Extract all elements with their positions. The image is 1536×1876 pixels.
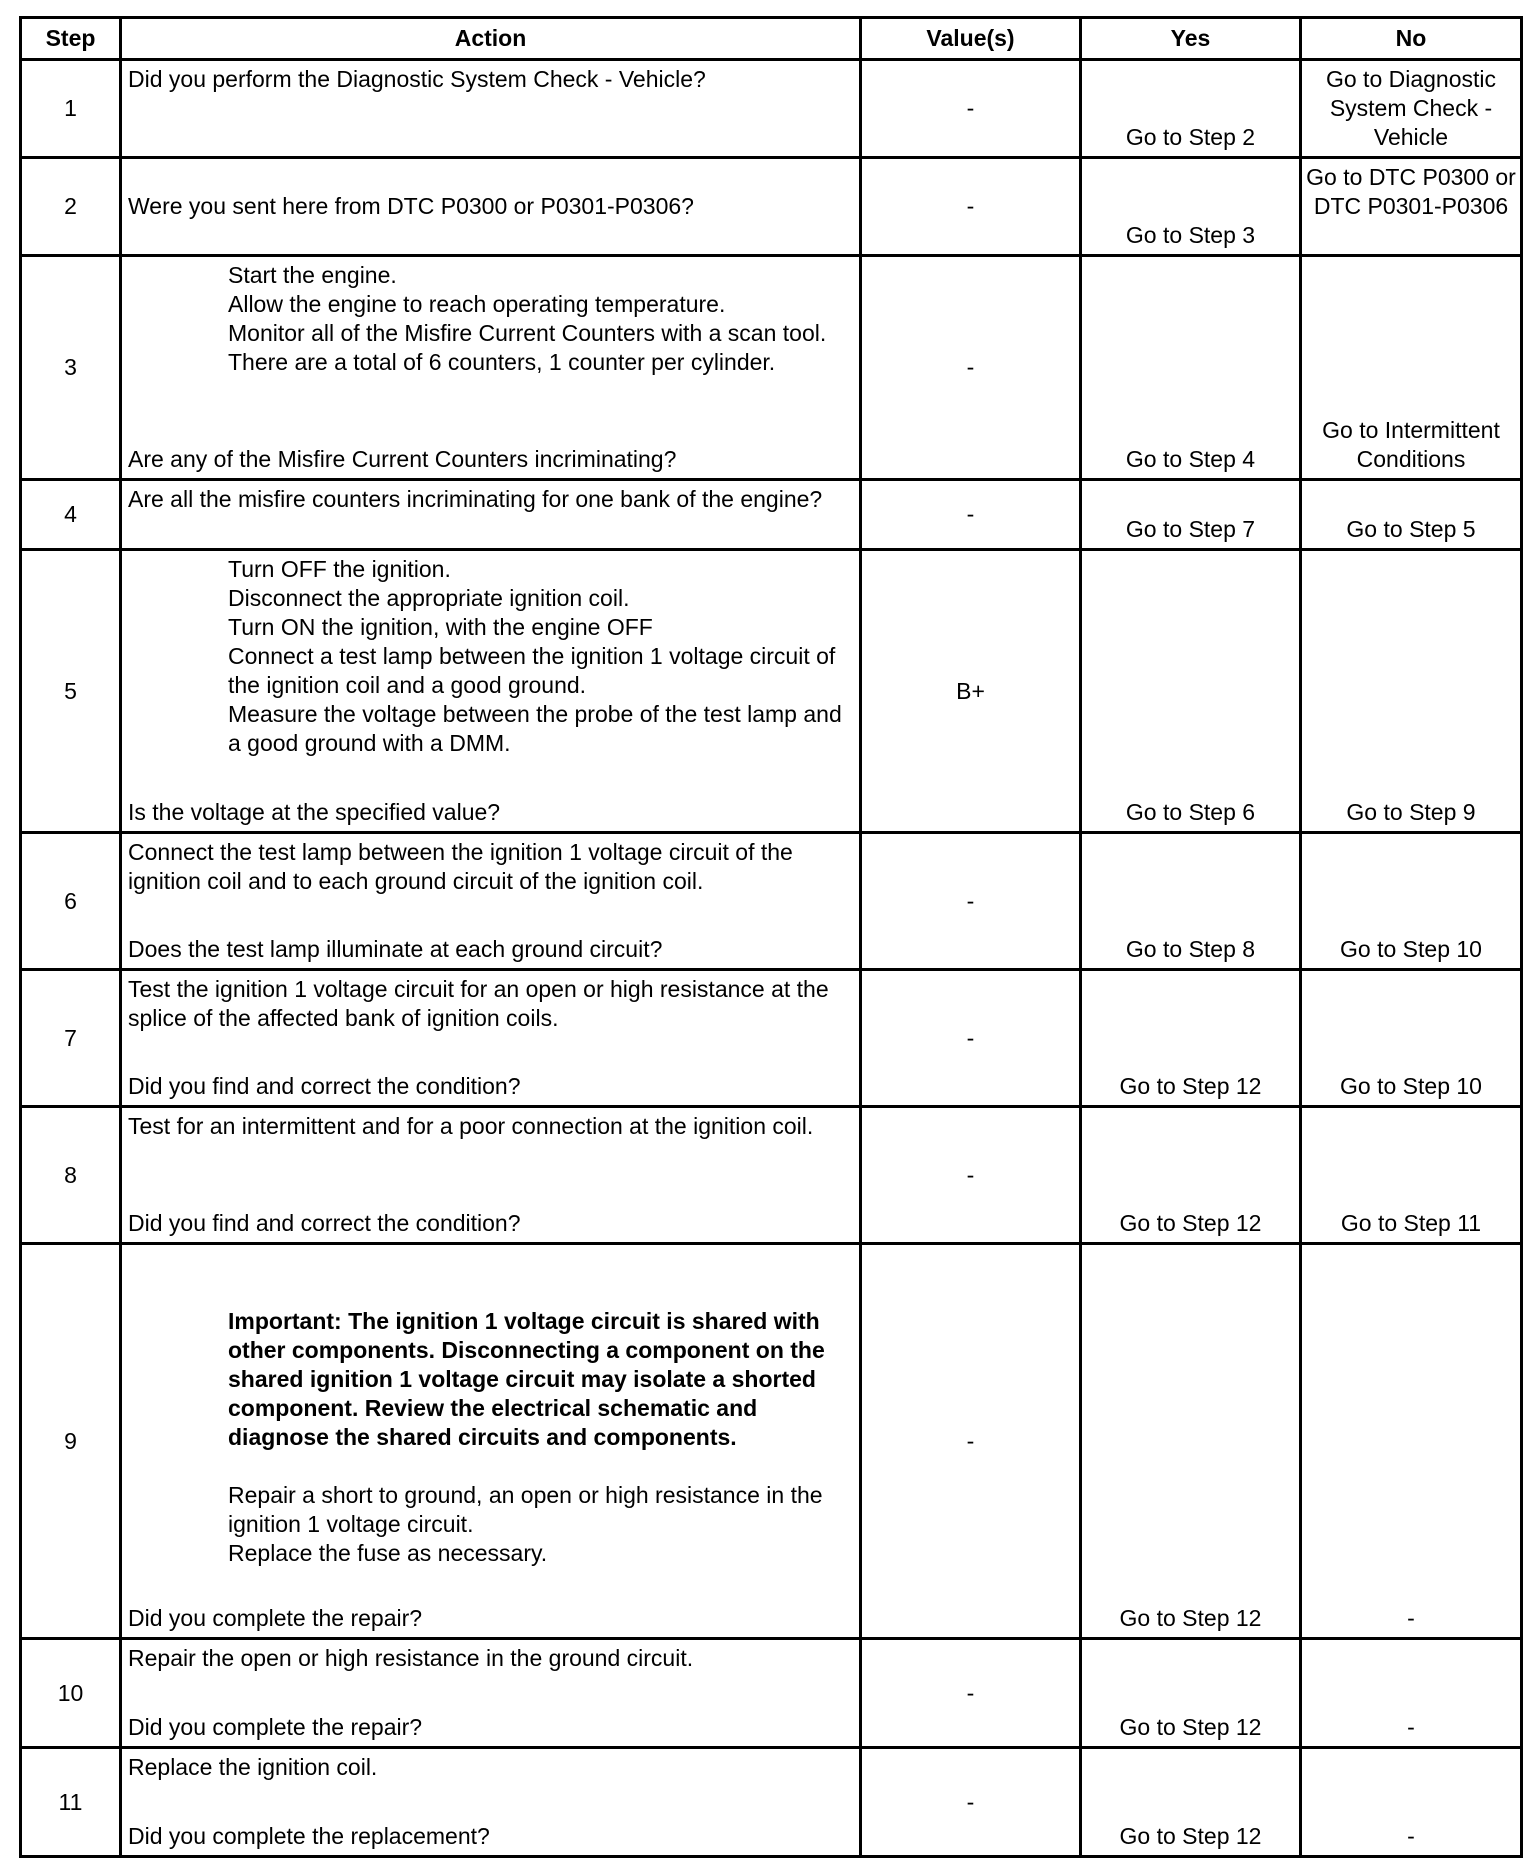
yes-cell: Go to Step 6 <box>1081 550 1301 833</box>
table-row-step-4 <box>21 480 1522 550</box>
step-number: 9 <box>21 1244 121 1639</box>
no-cell: Go to Step 5 <box>1301 480 1522 550</box>
yes-cell: Go to Step 2 <box>1081 60 1301 158</box>
yes-cell: Go to Step 12 <box>1081 1748 1301 1857</box>
action-line: Repair the open or high resistance in the ground circuit. <box>128 1645 694 1671</box>
table-row-step-2 <box>21 158 1522 256</box>
action-cell <box>121 550 861 833</box>
action-line: Monitor all of the Misfire Current Counters with a scan tool. There are a total of 6 counters, 1 counter per cylinder. <box>228 320 827 375</box>
diagnostic-table-container <box>19 16 1520 1858</box>
important-note: Important: The ignition 1 voltage circuit is shared with other components. Disconnecting a component on the shared ignition 1 voltage circuit may isolate a shorted component. Review the electrical schematic and diagnose the shared circuits and components. <box>228 1308 825 1450</box>
action-line: Were you sent here from DTC P0300 or P0301-P0306? <box>128 193 694 219</box>
action-line: Turn OFF the ignition. <box>228 556 451 582</box>
action-cell <box>121 256 861 480</box>
yes-cell: Go to Step 12 <box>1081 970 1301 1107</box>
action-question: Are any of the Misfire Current Counters incriminating? <box>128 446 677 472</box>
action-question: Does the test lamp illuminate at each ground circuit? <box>128 936 663 962</box>
action-question: Did you find and correct the condition? <box>128 1210 521 1236</box>
action-cell <box>121 970 861 1107</box>
action-line: Connect a test lamp between the ignition 1 voltage circuit of the ignition coil and a good ground. <box>228 643 836 698</box>
header-row <box>21 18 1522 60</box>
action-line: Test the ignition 1 voltage circuit for an open or high resistance at the splice of the affected bank of ignition coils. <box>128 976 829 1031</box>
no-cell: - <box>1301 1244 1522 1639</box>
step-number: 7 <box>21 970 121 1107</box>
yes-cell: Go to Step 3 <box>1081 158 1301 256</box>
header-yes: Yes <box>1081 18 1301 60</box>
value-cell: - <box>861 1244 1081 1639</box>
action-line: Disconnect the appropriate ignition coil. <box>228 585 630 611</box>
action-question: Did you complete the repair? <box>128 1605 423 1631</box>
action-line: Replace the fuse as necessary. <box>228 1540 548 1566</box>
action-line: Test for an intermittent and for a poor connection at the ignition coil. <box>128 1113 814 1139</box>
value-cell: - <box>861 1639 1081 1748</box>
value-cell: B+ <box>861 550 1081 833</box>
table-row-step-5 <box>21 550 1522 833</box>
action-cell <box>121 1244 861 1639</box>
action-question: Is the voltage at the specified value? <box>128 799 501 825</box>
action-question: Did you find and correct the condition? <box>128 1073 521 1099</box>
value-cell: - <box>861 256 1081 480</box>
action-line: Replace the ignition coil. <box>128 1754 378 1780</box>
value-cell: - <box>861 1748 1081 1857</box>
step-number: 4 <box>21 480 121 550</box>
header-values: Value(s) <box>861 18 1081 60</box>
header-no: No <box>1301 18 1522 60</box>
value-cell: - <box>861 833 1081 970</box>
no-cell: Go to DTC P0300 or DTC P0301-P0306 <box>1301 158 1522 256</box>
yes-cell: Go to Step 7 <box>1081 480 1301 550</box>
step-number: 10 <box>21 1639 121 1748</box>
action-cell <box>121 1107 861 1244</box>
table-row-step-6 <box>21 833 1522 970</box>
yes-cell: Go to Step 12 <box>1081 1107 1301 1244</box>
value-cell: - <box>861 480 1081 550</box>
no-cell: - <box>1301 1748 1522 1857</box>
no-cell: Go to Step 11 <box>1301 1107 1522 1244</box>
table-row-step-8 <box>21 1107 1522 1244</box>
action-line: Start the engine. <box>228 262 397 288</box>
table-row-step-11 <box>21 1748 1522 1857</box>
step-number: 8 <box>21 1107 121 1244</box>
action-line: Connect the test lamp between the ignition 1 voltage circuit of the ignition coil and to each ground circuit of the ignition coil. <box>128 839 793 894</box>
step-number: 3 <box>21 256 121 480</box>
yes-cell: Go to Step 12 <box>1081 1244 1301 1639</box>
action-line: Did you perform the Diagnostic System Check - Vehicle? <box>128 66 706 92</box>
table-row-step-1 <box>21 60 1522 158</box>
action-line: Measure the voltage between the probe of the test lamp and a good ground with a DMM. <box>228 701 842 756</box>
table-row-step-7 <box>21 970 1522 1107</box>
step-number: 2 <box>21 158 121 256</box>
value-cell: - <box>861 1107 1081 1244</box>
value-cell: - <box>861 158 1081 256</box>
action-line: Are all the misfire counters incriminating for one bank of the engine? <box>128 486 823 512</box>
action-line: Repair a short to ground, an open or high resistance in the ignition 1 voltage circuit. <box>228 1482 823 1537</box>
value-cell: - <box>861 60 1081 158</box>
step-number: 1 <box>21 60 121 158</box>
header-action: Action <box>121 18 861 60</box>
action-cell <box>121 60 861 158</box>
action-line: Turn ON the ignition, with the engine OFF <box>228 614 653 640</box>
diagnostic-table <box>19 16 1523 1858</box>
yes-cell: Go to Step 12 <box>1081 1639 1301 1748</box>
action-cell <box>121 158 861 256</box>
action-line: Allow the engine to reach operating temperature. <box>228 291 726 317</box>
header-step: Step <box>21 18 121 60</box>
action-cell <box>121 480 861 550</box>
step-number: 5 <box>21 550 121 833</box>
yes-cell: Go to Step 8 <box>1081 833 1301 970</box>
action-question: Did you complete the repair? <box>128 1714 423 1740</box>
no-cell: Go to Intermittent Conditions <box>1301 256 1522 480</box>
no-cell: Go to Diagnostic System Check - Vehicle <box>1301 60 1522 158</box>
action-cell <box>121 833 861 970</box>
no-cell: Go to Step 10 <box>1301 833 1522 970</box>
no-cell: Go to Step 10 <box>1301 970 1522 1107</box>
no-cell: Go to Step 9 <box>1301 550 1522 833</box>
table-row-step-9 <box>21 1244 1522 1639</box>
no-cell: - <box>1301 1639 1522 1748</box>
table-row-step-3 <box>21 256 1522 480</box>
action-cell <box>121 1639 861 1748</box>
action-question: Did you complete the replacement? <box>128 1823 490 1849</box>
table-row-step-10 <box>21 1639 1522 1748</box>
step-number: 6 <box>21 833 121 970</box>
action-cell <box>121 1748 861 1857</box>
value-cell: - <box>861 970 1081 1107</box>
yes-cell: Go to Step 4 <box>1081 256 1301 480</box>
step-number: 11 <box>21 1748 121 1857</box>
